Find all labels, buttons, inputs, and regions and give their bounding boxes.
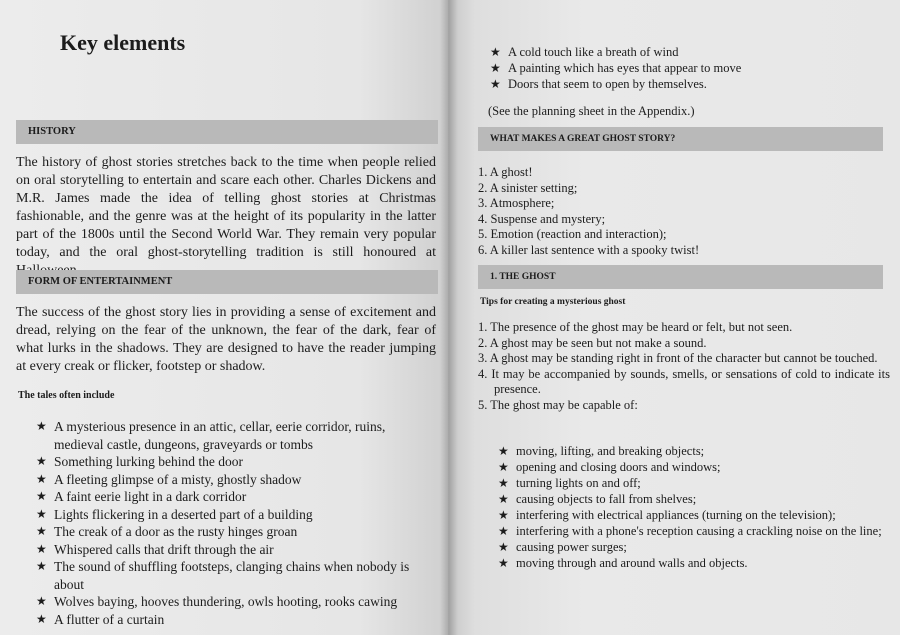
list-item xyxy=(490,44,890,60)
list-item-text: moving through and around walls and objects. xyxy=(516,556,748,570)
list-item-text: Doors that seem to open by themselves. xyxy=(508,77,707,91)
list-item: 4. Suspense and mystery; xyxy=(478,211,606,226)
history-paragraph: The history of ghost stories stretches back to the time when people relied on oral storytelling to entertain and scare each other. Charles Dickens and M.R. James made the idea of telling ghost stories at Christmas fashionable, and the genre was at the height of its popularity in the latter part of the 1800s until the Second World War. They remain very popular today, and the oral ghost-storytelling tradition is still honoured at xyxy=(16,155,436,260)
list-item: 5. Emotion (reaction and interaction); xyxy=(478,227,667,241)
list-item xyxy=(36,523,436,541)
star-bullet-icon: ★ xyxy=(490,45,501,59)
star-bullet-icon: ★ xyxy=(498,492,509,506)
tales-list xyxy=(36,418,436,628)
star-bullet-icon: ★ xyxy=(36,541,47,556)
list-item: 3. Atmosphere; xyxy=(478,196,555,210)
list-item-text: A painting which has eyes that appear to move xyxy=(508,61,742,75)
list-item xyxy=(36,488,436,506)
ghost-tips-subheading: Tips for creating a mysterious ghost xyxy=(480,297,626,307)
star-bullet-icon: ★ xyxy=(498,508,509,522)
list-item xyxy=(498,475,893,491)
list-item-text: Something lurking behind the door xyxy=(54,454,243,469)
star-bullet-icon: ★ xyxy=(490,77,501,91)
star-bullet-icon: ★ xyxy=(36,454,47,468)
entertainment-heading: FORM OF ENTERTAINMENT xyxy=(16,270,438,294)
list-item: 3. A ghost may be standing right in front of the character but cannot be touched. xyxy=(478,351,878,365)
list-item-text: interfering with electrical appliances (turning on the television); xyxy=(516,508,836,522)
list-item-text: causing objects to fall from shelves; xyxy=(516,492,697,506)
list-item-text: The sound of shuffling footsteps, clanging chains when nobody is about xyxy=(54,559,410,592)
star-bullet-icon: ★ xyxy=(36,594,47,608)
list-item xyxy=(498,443,893,459)
list-item-text: Wolves baying, hooves thundering, owls hooting, rooks cawing xyxy=(54,594,398,609)
appendix-note: (See the planning sheet in the Appendix.) xyxy=(488,104,695,118)
list-item xyxy=(36,418,436,453)
list-item xyxy=(498,523,893,539)
list-item: 1. The presence of the ghost may be heard or felt, but not seen. xyxy=(478,320,793,334)
book-gutter xyxy=(440,0,458,635)
tales-subheading: The tales often include xyxy=(18,390,115,401)
list-item-text: Lights flickering in a deserted part of a building xyxy=(54,506,313,522)
list-item: 6. A killer last sentence with a spooky twist! xyxy=(478,242,700,257)
ghost-capabilities-list xyxy=(498,443,893,571)
list-item xyxy=(36,558,436,593)
page-title: Key elements xyxy=(60,30,186,55)
star-bullet-icon: ★ xyxy=(36,471,47,486)
star-bullet-icon: ★ xyxy=(490,61,501,75)
list-item-text: A flutter of a curtain xyxy=(54,611,165,627)
star-bullet-icon: ★ xyxy=(498,540,509,554)
list-item-text: A mysterious presence in an attic, cellar, eerie corridor, ruins, medieval castle, dungeons, graveyards or tombs xyxy=(54,419,386,452)
star-bullet-icon: ★ xyxy=(498,524,509,538)
great-story-heading: WHAT MAKES A GREAT GHOST STORY? xyxy=(478,127,883,151)
great-story-list xyxy=(478,165,878,258)
star-bullet-icon: ★ xyxy=(36,506,47,521)
list-item xyxy=(498,491,893,507)
list-item xyxy=(490,76,890,92)
list-item-text: interfering with a phone's reception causing a crackling noise on the line; xyxy=(516,524,882,538)
list-item-text: A fleeting glimpse of a misty, ghostly shadow xyxy=(54,471,302,487)
continued-tales-list xyxy=(490,44,890,92)
list-item-text: A faint eerie light in a dark corridor xyxy=(54,489,247,504)
list-item xyxy=(36,593,436,611)
ghost-heading: 1. THE GHOST xyxy=(478,265,883,289)
list-item-text: opening and closing doors and windows; xyxy=(516,460,721,474)
star-bullet-icon: ★ xyxy=(36,611,47,626)
list-item xyxy=(36,611,436,629)
list-item xyxy=(498,507,893,523)
list-item: 1. A ghost! xyxy=(478,165,533,179)
star-bullet-icon: ★ xyxy=(498,444,509,458)
list-item-text: The creak of a door as the rusty hinges groan xyxy=(54,524,298,539)
entertainment-paragraph: The success of the ghost story lies in providing a sense of excitement and dread, relying on the fear of the unknown, the fear of the dark, fear of what lurks in the shadows. They are designed to have the reader jumping at every creak or flicker, footstep or shadow. xyxy=(16,305,436,374)
list-item xyxy=(36,453,436,471)
list-item xyxy=(36,541,436,559)
ghost-tips-list xyxy=(478,320,890,413)
list-item-text: Whispered calls that drift through the air xyxy=(54,541,274,557)
list-item: 2. A ghost may be seen but not make a sound. xyxy=(478,335,707,350)
star-bullet-icon: ★ xyxy=(498,476,509,490)
list-item xyxy=(498,555,893,571)
left-page xyxy=(0,0,448,635)
star-bullet-icon: ★ xyxy=(36,524,47,538)
list-item xyxy=(498,539,893,555)
list-item xyxy=(36,506,436,524)
list-item: 4. It may be accompanied by sounds, smells, or sensations of cold to indicate its presence. xyxy=(478,366,890,396)
star-bullet-icon: ★ xyxy=(36,489,47,503)
list-item: 5. The ghost may be capable of: xyxy=(478,397,638,412)
star-bullet-icon: ★ xyxy=(498,556,509,570)
star-bullet-icon: ★ xyxy=(36,559,47,573)
list-item-text: A cold touch like a breath of wind xyxy=(508,45,679,59)
list-item xyxy=(490,60,890,76)
list-item xyxy=(498,459,893,475)
star-bullet-icon: ★ xyxy=(498,460,509,474)
list-item-text: turning lights on and off; xyxy=(516,476,641,490)
list-item xyxy=(36,471,436,489)
history-heading: HISTORY xyxy=(16,120,438,144)
right-page xyxy=(448,0,900,635)
list-item: 2. A sinister setting; xyxy=(478,180,578,195)
star-bullet-icon: ★ xyxy=(36,419,47,433)
list-item-text: causing power surges; xyxy=(516,540,627,554)
list-item-text: moving, lifting, and breaking objects; xyxy=(516,444,705,458)
